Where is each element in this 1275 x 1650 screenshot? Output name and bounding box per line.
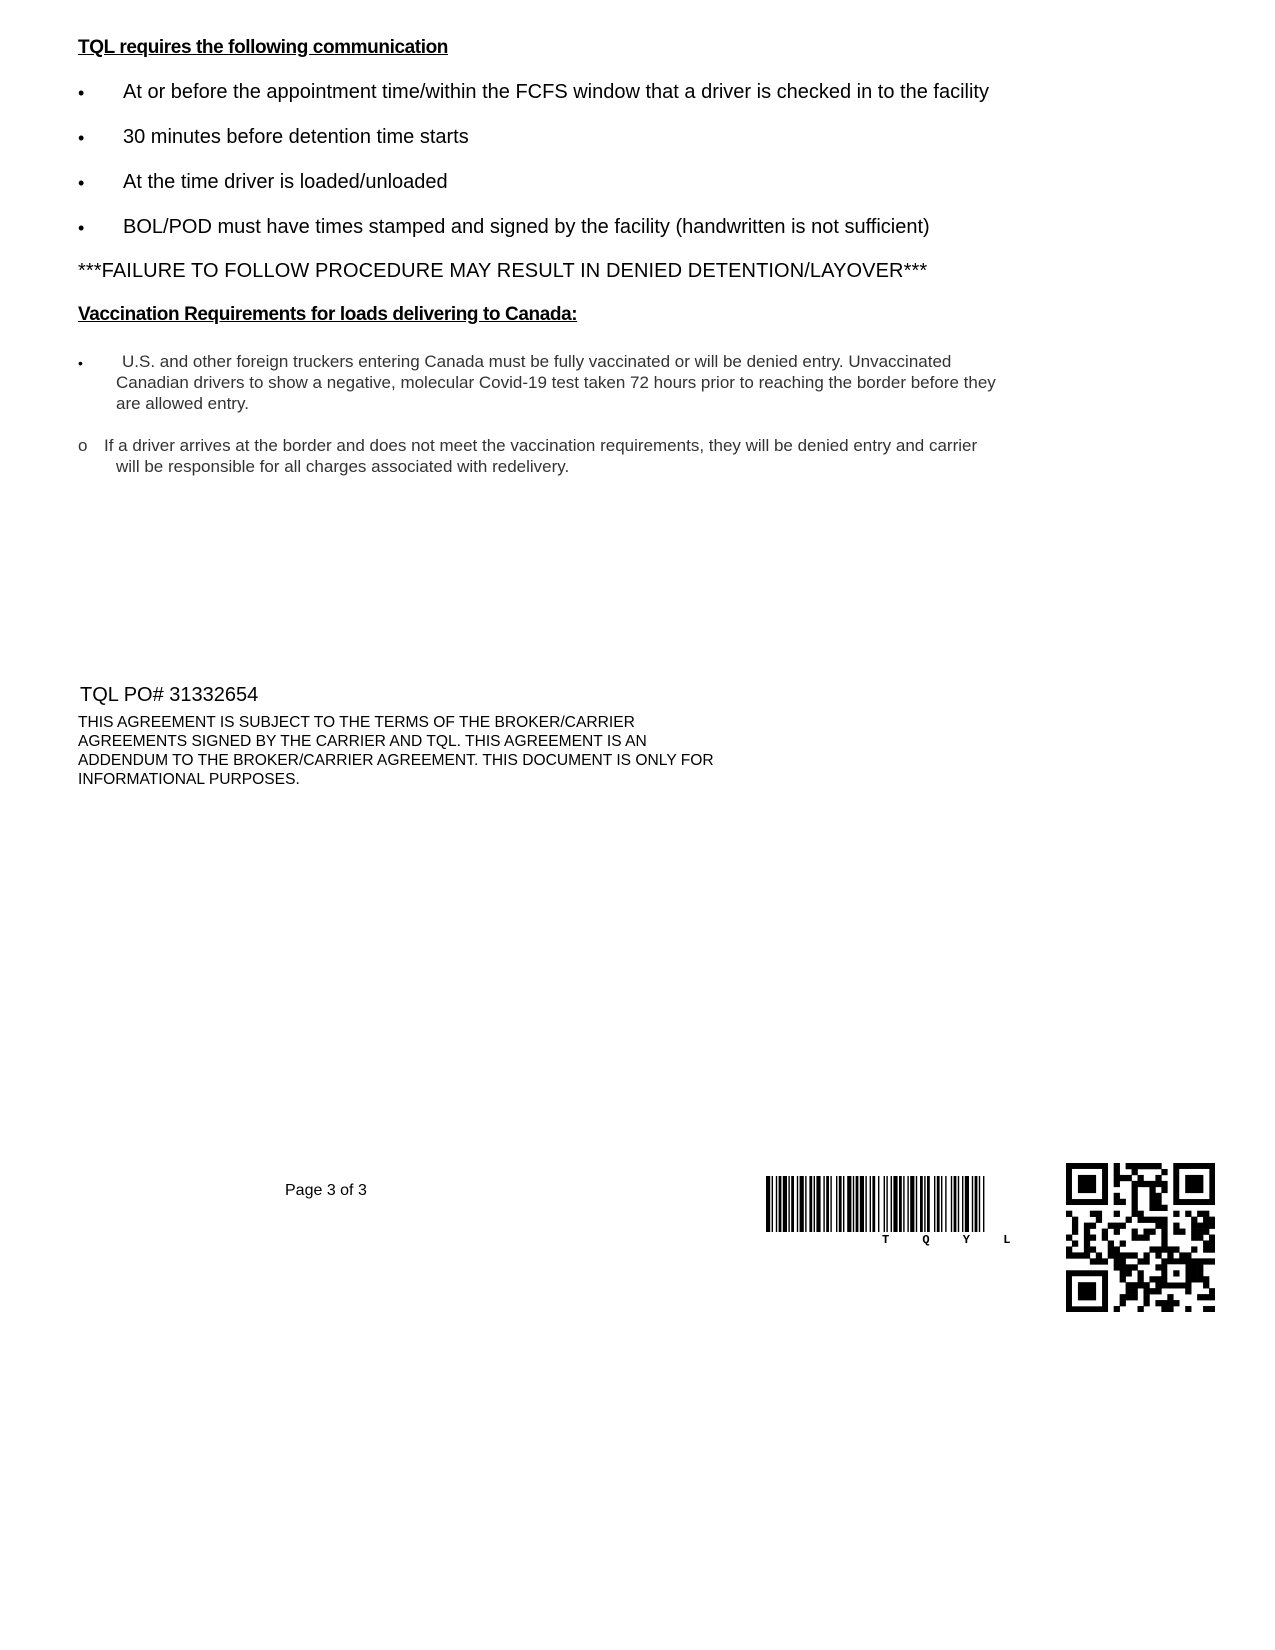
vaccination-sub-line: will be responsible for all charges associated with redelivery.: [116, 457, 570, 476]
barcode-icon: [766, 1176, 1050, 1234]
qr-code-icon: [1066, 1163, 1215, 1312]
failure-notice: ***FAILURE TO FOLLOW PROCEDURE MAY RESULT IN DENIED DETENTION/LAYOVER***: [78, 260, 928, 282]
communication-item: 30 minutes before detention time starts: [123, 126, 469, 148]
bullet-icon: •: [78, 218, 85, 238]
page-number: Page 3 of 3: [285, 1182, 367, 1199]
communication-item: At the time driver is loaded/unloaded: [123, 171, 448, 193]
agreement-line: THIS AGREEMENT IS SUBJECT TO THE TERMS OF THE BROKER/CARRIER: [78, 714, 635, 731]
sub-bullet-icon: o: [78, 436, 88, 455]
bullet-icon: •: [78, 173, 85, 193]
communication-item: BOL/POD must have times stamped and signed by the facility (handwritten is not sufficient): [123, 216, 930, 238]
barcode-label: T Q Y L: [882, 1233, 1011, 1247]
agreement-line: INFORMATIONAL PURPOSES.: [78, 771, 300, 788]
vaccination-line: U.S. and other foreign truckers entering Canada must be fully vaccinated or will be denied entry. Unvaccinated: [122, 352, 952, 371]
po-number: TQL PO# 31332654: [80, 684, 259, 706]
bullet-icon: •: [78, 128, 85, 148]
bullet-icon: •: [78, 355, 83, 371]
communication-heading: TQL requires the following communication: [78, 37, 449, 58]
vaccination-sub-line: If a driver arrives at the border and does not meet the vaccination requirements, they will be denied entry and carrier: [104, 436, 978, 455]
bullet-icon: •: [78, 83, 85, 103]
vaccination-line: are allowed entry.: [116, 394, 249, 413]
agreement-line: AGREEMENTS SIGNED BY THE CARRIER AND TQL. THIS AGREEMENT IS AN: [78, 733, 647, 750]
agreement-line: ADDENDUM TO THE BROKER/CARRIER AGREEMENT. THIS DOCUMENT IS ONLY FOR: [78, 752, 714, 769]
communication-item: At or before the appointment time/within the FCFS window that a driver is checked in to the facility: [123, 81, 989, 103]
vaccination-line: Canadian drivers to show a negative, molecular Covid-19 test taken 72 hours prior to reaching the border before they: [116, 373, 996, 392]
vaccination-heading: Vaccination Requirements for loads delivering to Canada:: [78, 304, 578, 325]
